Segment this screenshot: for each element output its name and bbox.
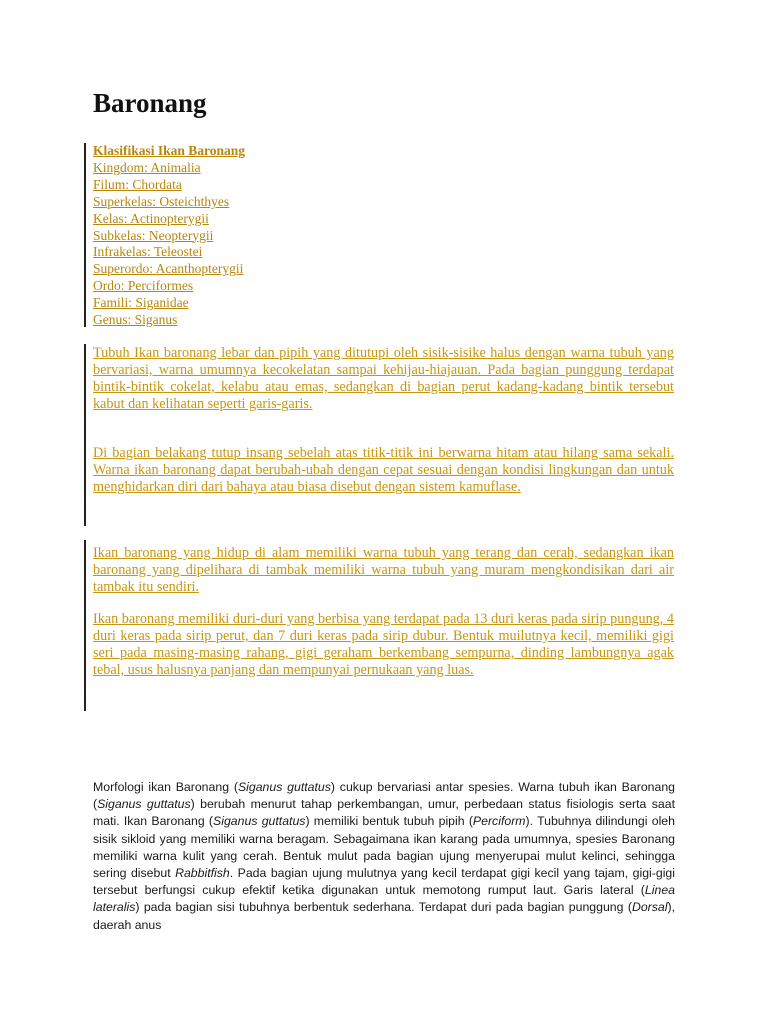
morphology-paragraph [93, 779, 675, 934]
italic-term: Perciform [472, 814, 526, 829]
classification-block [93, 143, 245, 329]
text-run: ) berubah menurut tahap perkembangan, umur, perbedaan status fisiologis serta saat mati. Ikan Baronang ( [93, 797, 675, 829]
page-title: Baronang [93, 88, 207, 118]
text-run: Morfologi ikan Baronang ( [93, 780, 238, 794]
text-run: . Pada bagian ujung mulutnya yang kecil terdapat gigi kecil yang tajam, gigi-gigi tersebut berfungsi cukup efektif ketika digunakan untuk memotong rumput laut. Garis lateral ( [93, 866, 676, 898]
classification-heading: Klasifikasi Ikan Baronang [93, 143, 246, 158]
revision-bar [84, 344, 86, 526]
revision-bar [84, 143, 86, 327]
paragraph-gill-cover: Di bagian belakang tutup insang sebelah atas titik-titik ini berwarna hitam atau hilang sama sekali. Warna ikan baronang dapat berubah-ubah dengan cepat sesuai dengan kondisi lingkungan dan untuk menghidarkan diri dari bahaya atau biasa disebut dengan sistem kamuflase. [93, 445, 674, 495]
classification-item: Famili: Siganidae [93, 295, 189, 311]
classification-item: Subkelas: Neopterygii [93, 227, 214, 243]
revision-bar [84, 540, 86, 711]
paragraph-habitat-color: Ikan baronang yang hidup di alam memiliki warna tubuh yang terang dan cerah, sedangkan ikan baronang yang dipelihara di tambak memiliki warna tubuh yang muram mengkondisikan dari air tambak itu sendiri. [93, 545, 674, 595]
text-run: ), daerah anus [93, 900, 675, 932]
italic-term: Linea lateralis [93, 883, 675, 915]
paragraph-spines: Ikan baronang memiliki duri-duri yang berbisa yang terdapat pada 13 duri keras pada sirip pungung, 4 duri keras pada sirip perut, dan 7 duri keras pada sirip dubur. Bentuk muilutnya kecil, memiliki gigi seri pada masing-masing rahang, gigi geraham berkembang sempurna, dinding lambungnya agak tebal, usus halusnya panjang dan mempunyai pernukaan yang luas. [93, 611, 674, 678]
classification-item: Kingdom: Animalia [93, 159, 201, 175]
italic-term: Siganus guttatus [237, 780, 331, 794]
italic-term: Rabbitfish [175, 866, 230, 881]
classification-item: Superordo: Acanthopterygii [93, 261, 244, 277]
classification-item: Superkelas: Osteichthyes [93, 193, 230, 209]
text-run: ) pada bagian sisi tubuhnya berbentuk sederhana. Terdapat duri pada bagian punggung ( [135, 900, 632, 915]
classification-item: Filum: Chordata [93, 176, 182, 192]
italic-term: Dorsal [631, 900, 668, 915]
text-run: ) memiliki bentuk tubuh pipih ( [305, 814, 473, 829]
text-run: ). Tubuhnya dilindungi oleh sisik sikloid yang memiliki warna beragam. Sebagaimana ikan karang pada umumnya, spesies Baronang memiliki warna kulit yang cerah. Bentuk mulut pada bagian ujung menyerupai mulut kelinci, sehingga sering disebut [93, 814, 675, 881]
classification-item: Kelas: Actinopterygii [93, 210, 209, 226]
italic-term: Siganus guttatus [97, 797, 191, 812]
italic-term: Siganus guttatus [213, 814, 306, 829]
paragraph-body-shape: Tubuh Ikan baronang lebar dan pipih yang ditutupi oleh sisik-sisike halus dengan warna tubuh yang bervariasi, warna umumnya kecokelatan sampai kehijau-hiajauan. Pada bagian punggung terdapat bintik-bintik cokelat, kelabu atau emas, sedangkan di bagian perut kadang-kadang bintik tersebut kabut dan kelihatan seperti garis-garis. [93, 345, 674, 412]
classification-item: Genus: Siganus [93, 312, 178, 328]
classification-item: Ordo: Perciformes [93, 278, 194, 294]
text-run: ) cukup bervariasi antar spesies. Warna tubuh ikan Baronang ( [93, 780, 676, 812]
classification-item: Infrakelas: Teleostei [93, 244, 203, 260]
